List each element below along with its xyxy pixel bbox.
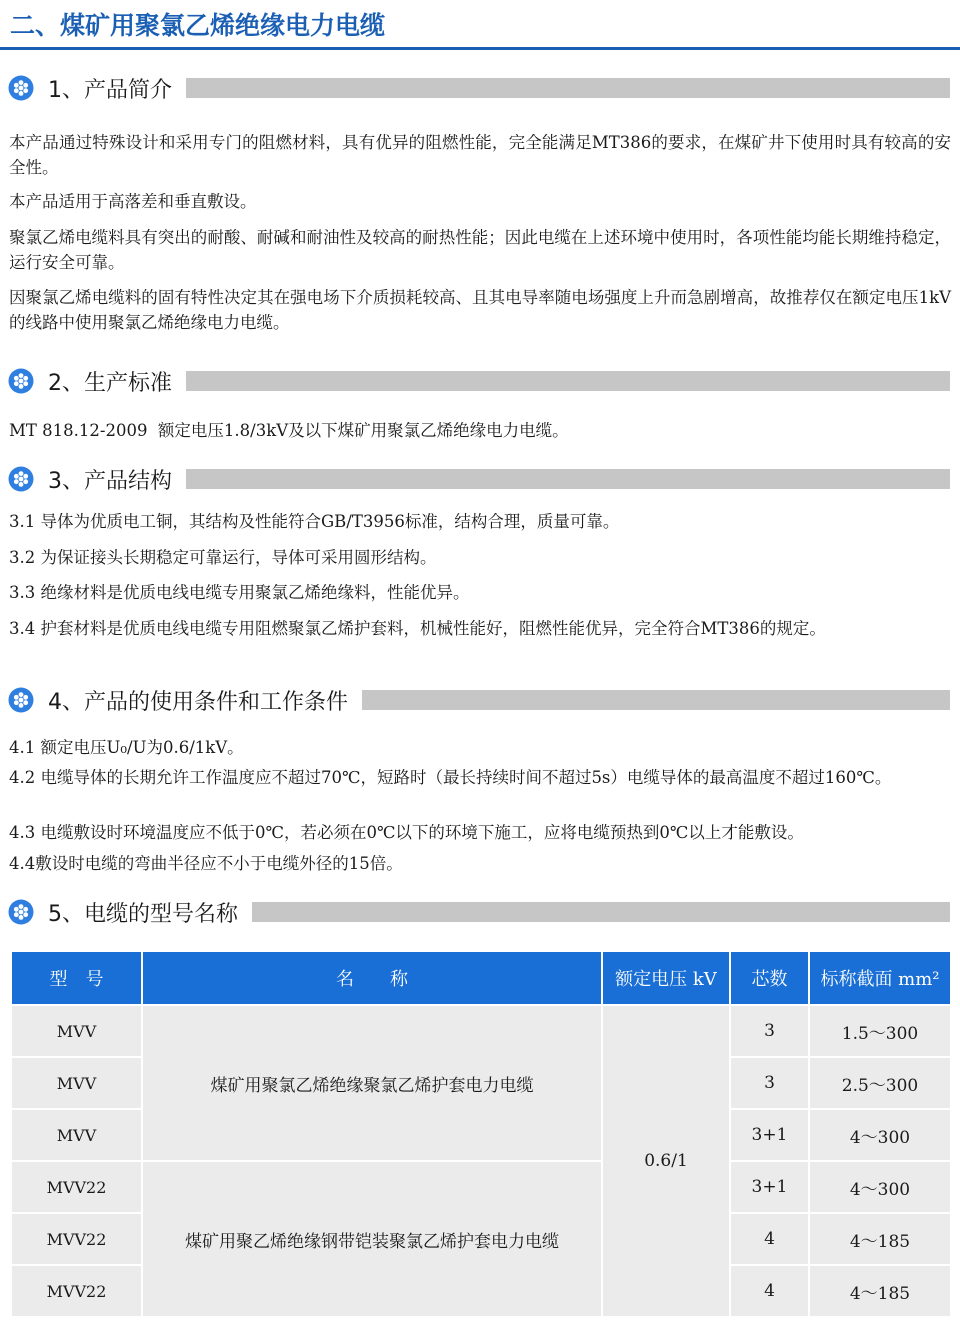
cell-name: 煤矿用聚乙烯绝缘钢带铠装聚氯乙烯护套电力电缆 xyxy=(142,1161,602,1317)
cable-model-table xyxy=(10,950,952,1318)
section-heading-conditions xyxy=(8,686,950,714)
section-heading-models xyxy=(8,898,950,926)
paragraph: 4.1 额定电压U₀/U为0.6/1kV。 xyxy=(9,738,244,757)
table-row xyxy=(11,1161,951,1213)
paragraph: 3.2 为保证接头长期稳定可靠运行，导体可采用圆形结构。 xyxy=(9,548,437,567)
section-divider-bar xyxy=(252,902,950,922)
cell-cores: 3 xyxy=(730,1005,809,1057)
cell-section: 4～300 xyxy=(809,1161,951,1213)
cable-cross-section-icon xyxy=(8,466,34,492)
paragraph: 3.3 绝缘材料是优质电线电缆专用聚氯乙烯绝缘料，性能优异。 xyxy=(9,583,470,602)
paragraph: 3.1 导体为优质电工铜，其结构及性能符合GB/T3956标准，结构合理，质量可靠。 xyxy=(9,512,620,531)
paragraph: 3.4 护套材料是优质电线电缆专用阻燃聚氯乙烯护套料，机械性能好，阻燃性能优异，完全符合MT386的规定。 xyxy=(9,619,826,638)
cell-section: 4～185 xyxy=(809,1213,951,1265)
paragraph: 因聚氯乙烯电缆料的固有特性决定其在强电场下介质损耗较高、且其电导率随电场强度上升而急剧增高，故推荐仅在额定电压1kV的线路中使用聚氯乙烯绝缘电力电缆。 xyxy=(9,288,951,332)
cable-cross-section-icon xyxy=(8,75,34,101)
title-underline xyxy=(0,47,960,50)
section-divider-bar xyxy=(186,78,950,98)
section-heading-label: 3、产品结构 xyxy=(48,468,172,494)
cell-name: 煤矿用聚氯乙烯绝缘聚氯乙烯护套电力电缆 xyxy=(142,1005,602,1161)
cell-cores: 4 xyxy=(730,1265,809,1317)
cell-cores: 3 xyxy=(730,1057,809,1109)
paragraph: 4.3 电缆敷设时环境温度应不低于0℃，若必须在0℃以下的环境下施工，应将电缆预热到0℃以上才能敷设。 xyxy=(9,823,804,842)
cable-cross-section-icon xyxy=(8,899,34,925)
table-header-row xyxy=(11,951,951,1005)
cell-model: MVV xyxy=(11,1109,142,1161)
section-heading-label: 1、产品简介 xyxy=(48,77,172,103)
table-row xyxy=(11,1005,951,1057)
paragraph: 本产品适用于高落差和垂直敷设。 xyxy=(9,192,257,211)
section-divider-bar xyxy=(186,469,950,489)
section-heading-label: 5、电缆的型号名称 xyxy=(48,901,238,927)
cell-voltage: 0.6/1 xyxy=(602,1005,730,1317)
section-heading-label: 4、产品的使用条件和工作条件 xyxy=(48,689,348,715)
header-model: 型 号 xyxy=(11,951,142,1005)
cell-section: 2.5～300 xyxy=(809,1057,951,1109)
cell-cores: 3+1 xyxy=(730,1161,809,1213)
cell-section: 4～185 xyxy=(809,1265,951,1317)
section-heading-intro xyxy=(8,74,950,102)
header-cores: 芯数 xyxy=(730,951,809,1005)
header-name: 名 称 xyxy=(142,951,602,1005)
cell-cores: 3+1 xyxy=(730,1109,809,1161)
cell-section: 1.5～300 xyxy=(809,1005,951,1057)
paragraph: 4.2 电缆导体的长期允许工作温度应不超过70℃，短路时（最长持续时间不超过5s）电缆导体的最高温度不超过160℃。 xyxy=(9,768,892,787)
header-voltage: 额定电压 kV xyxy=(602,951,730,1005)
section-heading-structure xyxy=(8,465,950,493)
cell-model: MVV xyxy=(11,1005,142,1057)
cell-section: 4～300 xyxy=(809,1109,951,1161)
header-section: 标称截面 mm² xyxy=(809,951,951,1005)
cell-cores: 4 xyxy=(730,1213,809,1265)
page-title: 二、煤矿用聚氯乙烯绝缘电力电缆 xyxy=(10,11,386,40)
paragraph: 4.4敷设时电缆的弯曲半径应不小于电缆外径的15倍。 xyxy=(9,854,403,873)
section-heading-standard xyxy=(8,367,950,395)
paragraph: MT 818.12-2009 额定电压1.8/3kV及以下煤矿用聚氯乙烯绝缘电力电缆。 xyxy=(9,421,569,440)
section-divider-bar xyxy=(362,690,950,710)
cell-model: MVV22 xyxy=(11,1265,142,1317)
cable-cross-section-icon xyxy=(8,687,34,713)
cell-model: MVV xyxy=(11,1057,142,1109)
cell-model: MVV22 xyxy=(11,1213,142,1265)
paragraph: 本产品通过特殊设计和采用专门的阻燃材料，具有优异的阻燃性能，完全能满足MT386的要求，在煤矿井下使用时具有较高的安全性。 xyxy=(9,133,951,177)
section-divider-bar xyxy=(186,371,950,391)
cell-model: MVV22 xyxy=(11,1161,142,1213)
cable-cross-section-icon xyxy=(8,368,34,394)
paragraph: 聚氯乙烯电缆料具有突出的耐酸、耐碱和耐油性及较高的耐热性能；因此电缆在上述环境中使用时，各项性能均能长期维持稳定，运行安全可靠。 xyxy=(9,228,951,272)
section-heading-label: 2、生产标准 xyxy=(48,370,172,396)
